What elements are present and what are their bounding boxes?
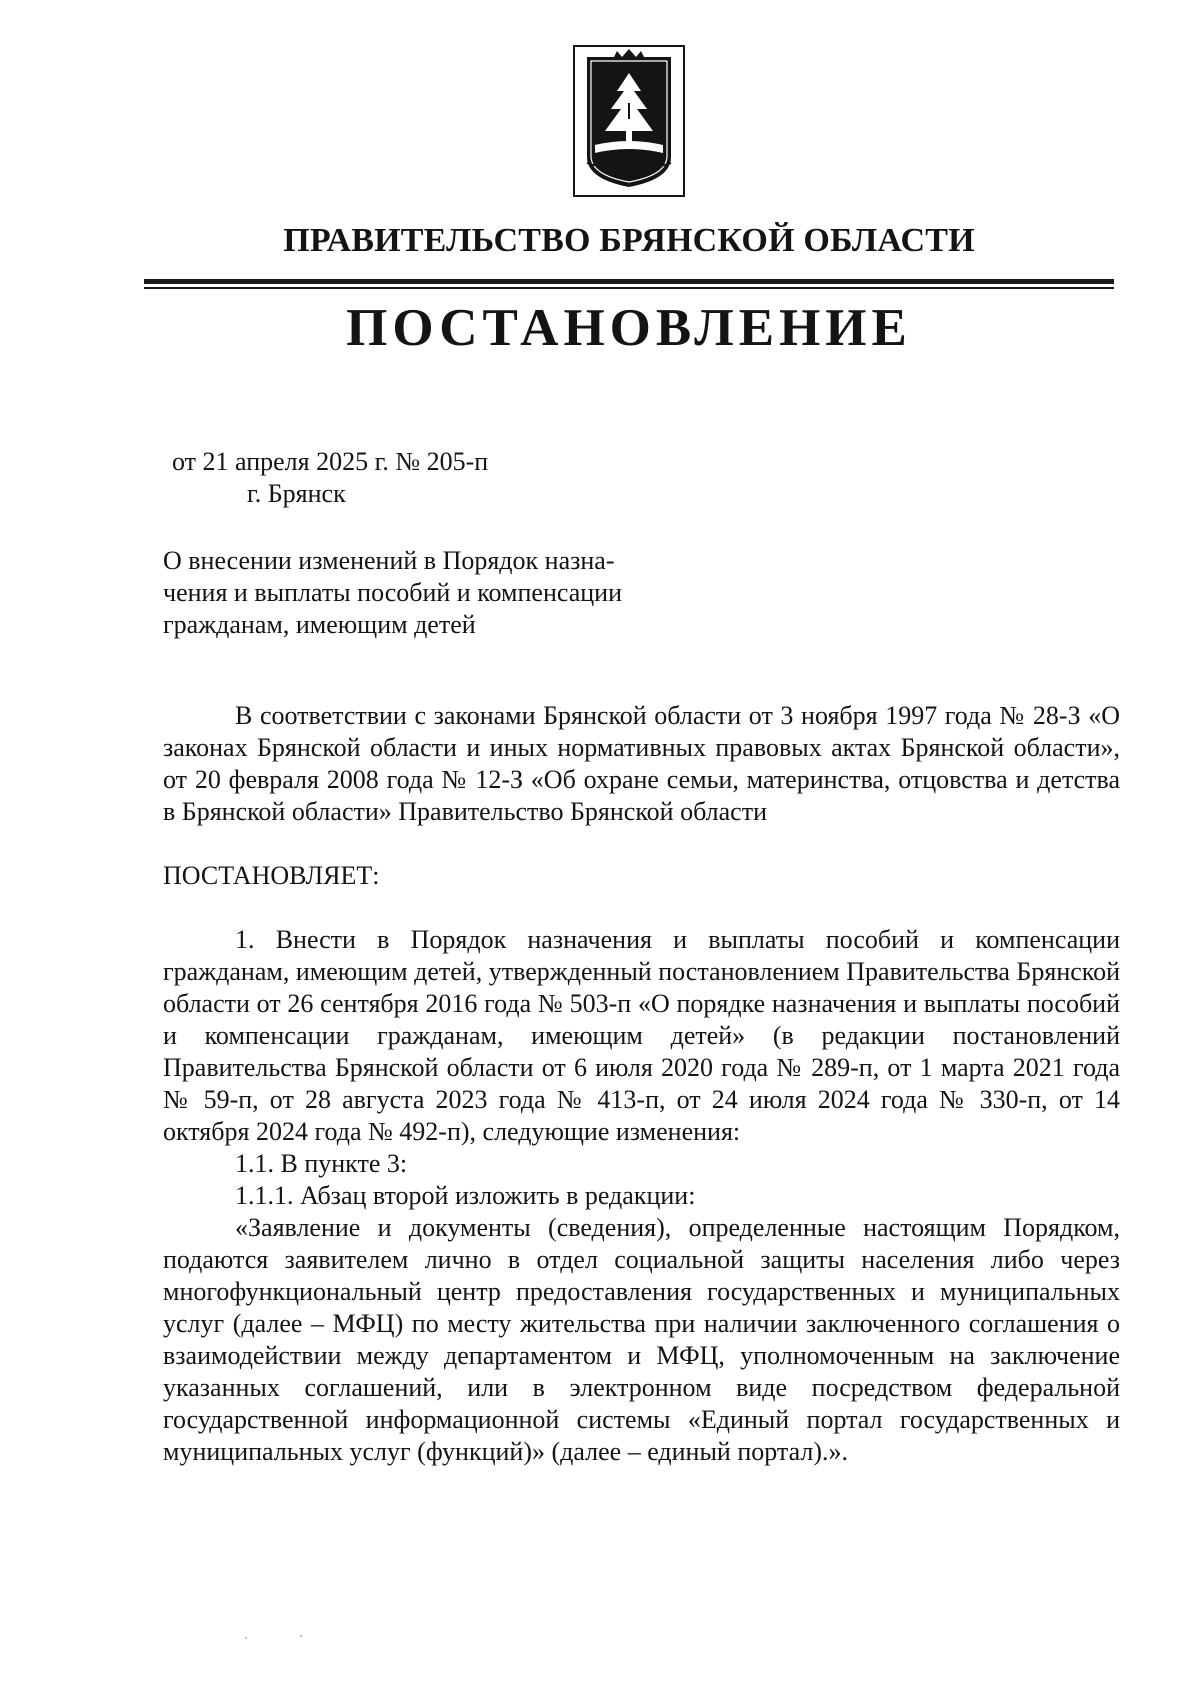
document-type-title: ПОСТАНОВЛЕНИЕ	[346, 299, 912, 357]
item-1-1-1-paragraph: 1.1.1. Абзац второй изложить в редакции:	[235, 1181, 696, 1210]
header-divider-thick	[144, 279, 1114, 284]
coat-of-arms-icon	[573, 45, 685, 197]
document-city: г. Брянск	[247, 479, 346, 508]
quoted-amendment-paragraph: «Заявление и документы (сведения), определенные настоящим Порядком, подаются заявителем лично в отдел социальной защиты населения либо через многофункциональный центр предоставления государственных и муниципальных услуг (далее – МФЦ) по месту жительства при наличии заключенного соглашения о взаимодействии между департаментом и МФЦ, уполномоченным на заключение указанных соглашений, или в электронном виде посредством федеральной государственной информационной системы «Единый портал государственных и муниципальных услуг (функций)» (далее – единый портал).».	[163, 1213, 1120, 1466]
item-1-1-paragraph: 1.1. В пункте 3:	[235, 1149, 408, 1178]
document-subject	[163, 545, 622, 641]
header-divider-thin	[144, 287, 1114, 289]
document-date-number: от 21 апреля 2025 г. № 205-п	[172, 447, 489, 476]
item-1-paragraph: 1. Внести в Порядок назначения и выплаты пособий и компенсации гражданам, имеющим детей, утвержденный постановлением Правительства Брянской области от 26 сентября 2016 года № 503-п «О порядке назначения и выплаты пособий и компенсации гражданам, имеющим детей» (в редакции постановлений Правительства Брянской области от 6 июля 2020 года № 289-п, от 1 марта 2021 года № 59-п, от 28 августа 2023 года № 413-п, от 24 июля 2024 года № 330-п, от 14 октября 2024 года № 492-п), следующие изменения:	[163, 925, 1120, 1146]
subject-line: О внесении изменений в Порядок назна-	[163, 546, 615, 575]
decree-word: ПОСТАНОВЛЯЕТ:	[163, 861, 380, 890]
subject-line: чения и выплаты пособий и компенсации	[163, 578, 622, 607]
scan-speck	[245, 1637, 247, 1639]
subject-line: гражданам, имеющим детей	[163, 610, 476, 639]
preamble-paragraph: В соответствии с законами Брянской области от 3 ноября 1997 года № 28-З «О законах Брянской области и иных нормативных правовых актах Брянской области», от 20 февраля 2008 года № 12-З «Об охране семьи, материнства, отцовства и детства в Брянской области» Правительство Брянской области	[163, 701, 1120, 826]
government-title: ПРАВИТЕЛЬСТВО БРЯНСКОЙ ОБЛАСТИ	[283, 222, 975, 259]
scan-speck	[300, 1635, 302, 1637]
